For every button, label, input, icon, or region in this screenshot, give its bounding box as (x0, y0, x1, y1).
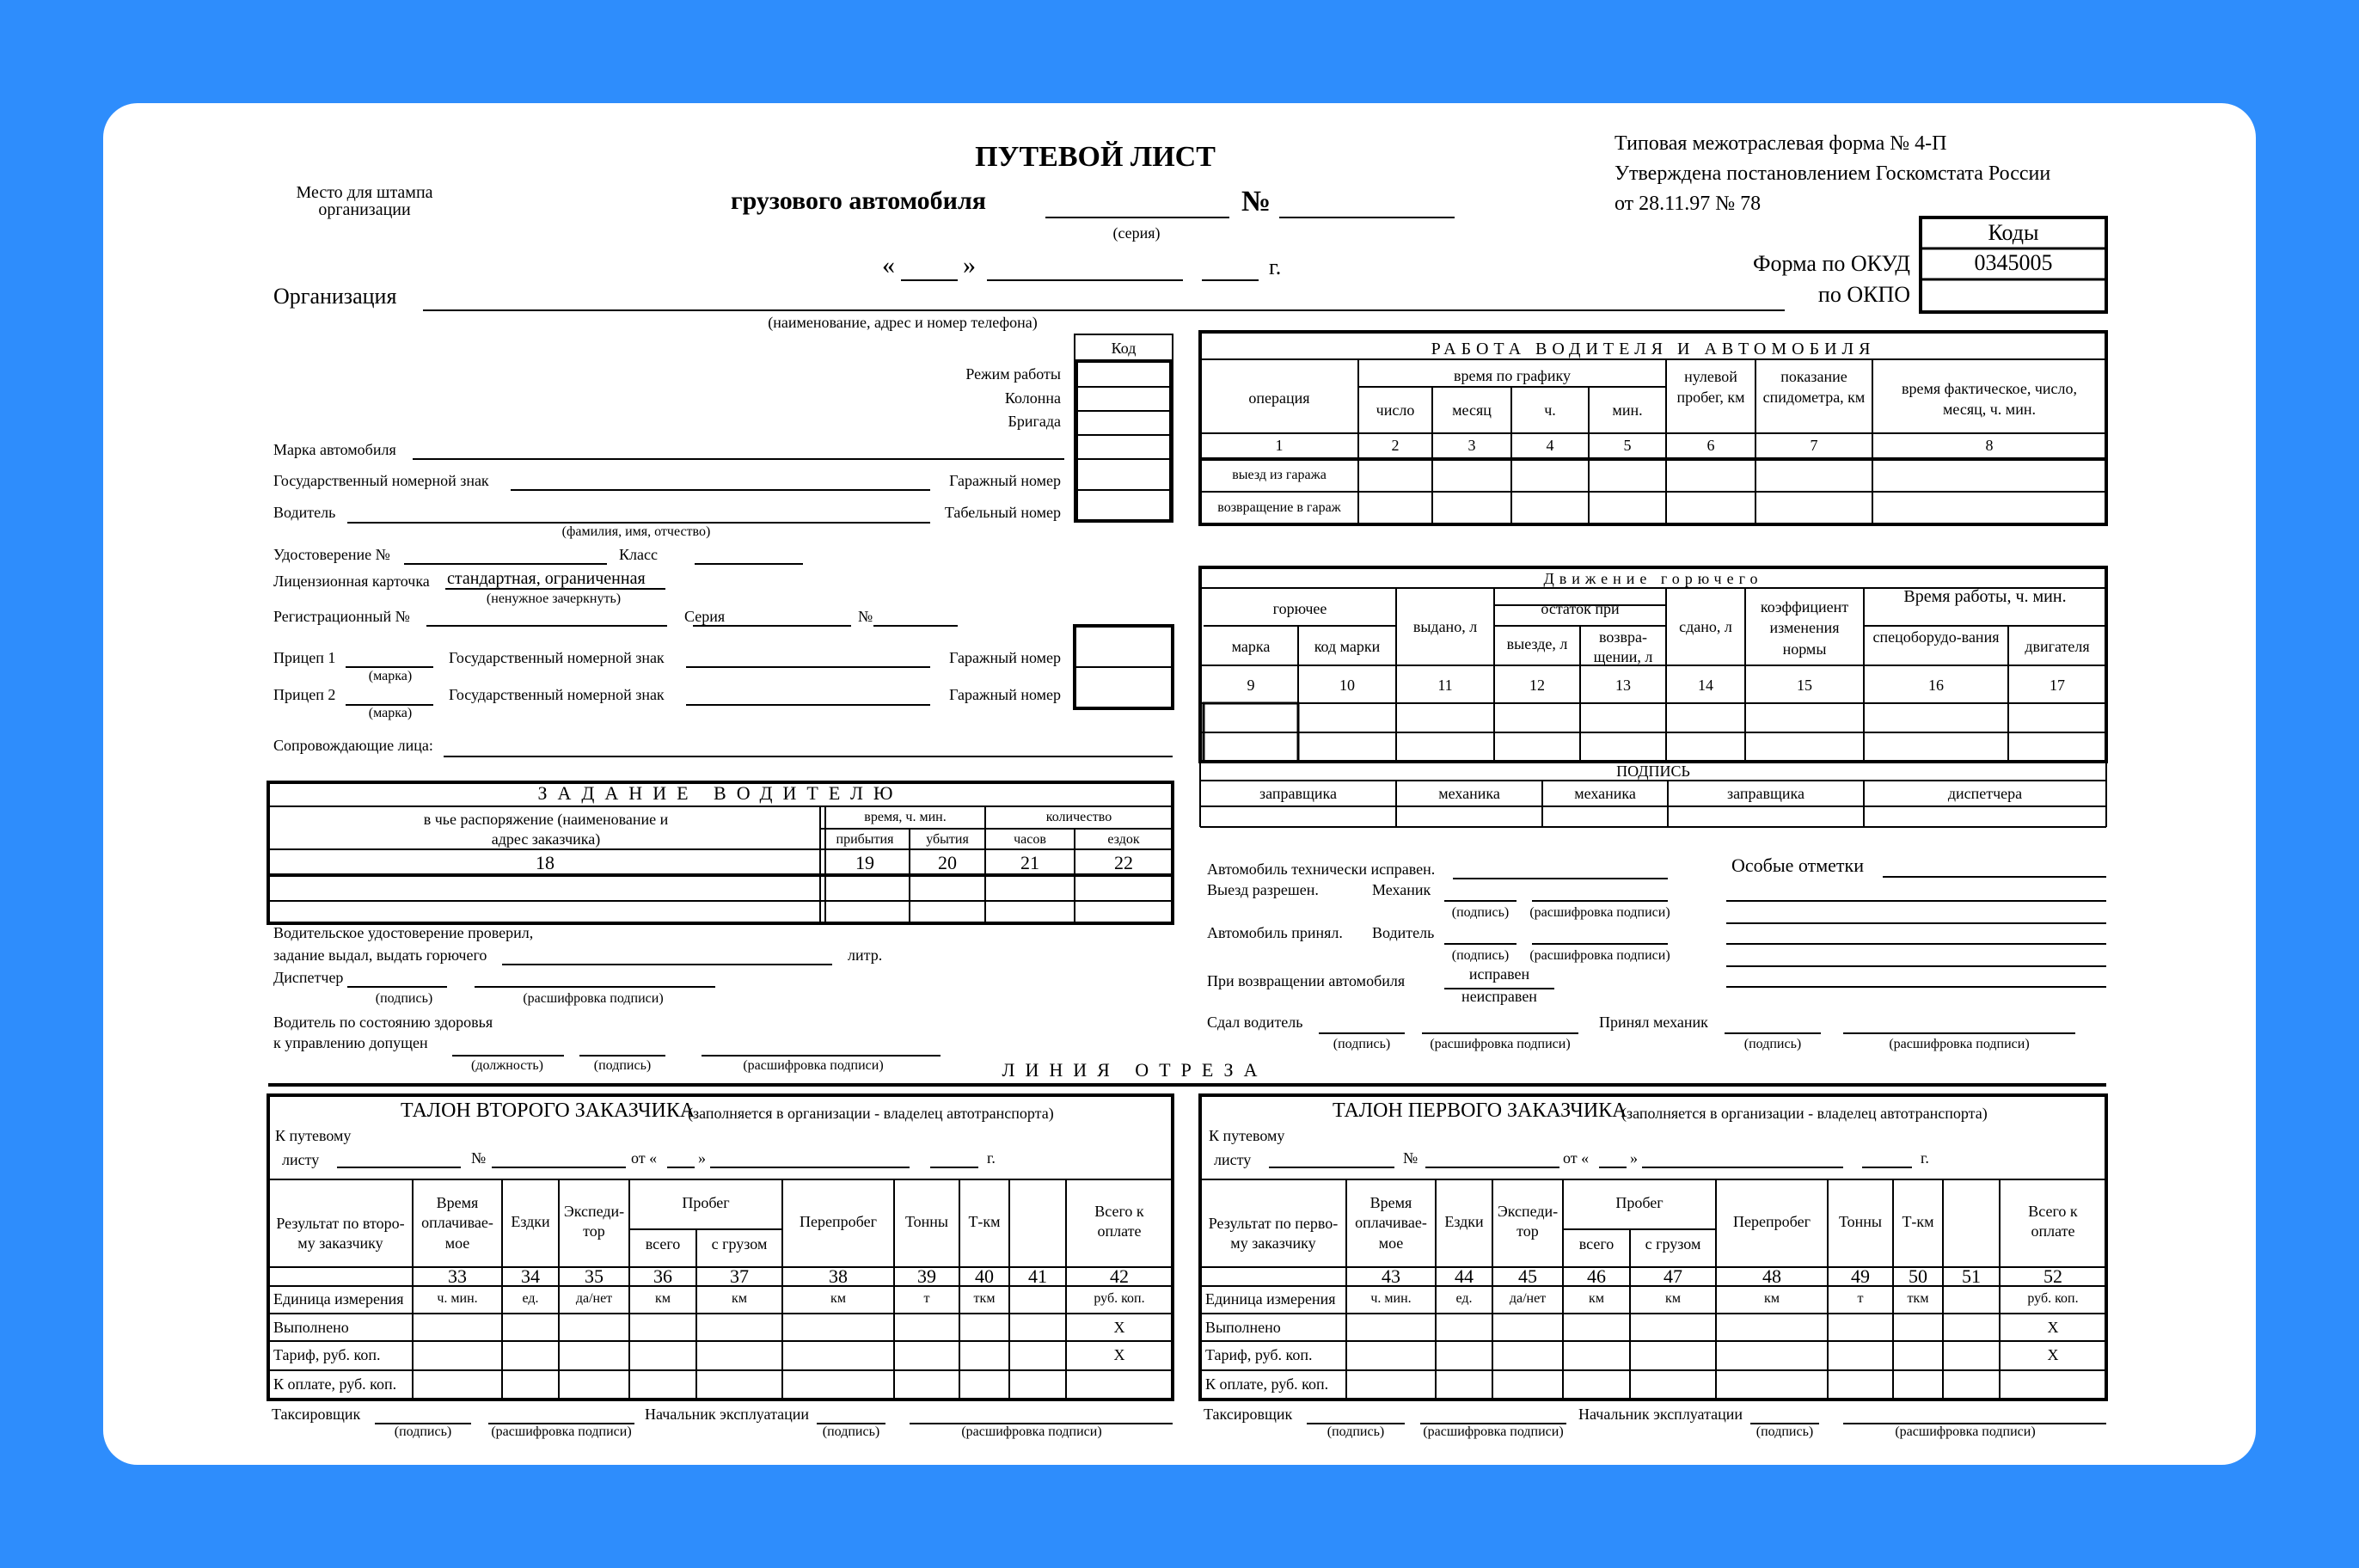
talon2-col-num: 35 (585, 1265, 604, 1287)
talon1-col-num: 48 (1762, 1265, 1781, 1287)
handed-sign-hint: (подпись) (1333, 1037, 1391, 1051)
at-departure-header: выезде, л (1506, 635, 1568, 652)
talon1-col-num: 44 (1455, 1265, 1474, 1287)
hours-header: часов (1014, 832, 1046, 847)
schedule-header: время по графику (1454, 367, 1571, 384)
talon1-col-num: 47 (1664, 1265, 1682, 1287)
garage-no-label: Гаражный номер (949, 472, 1061, 489)
talon1-title: ТАЛОН ПЕРВОГО ЗАКАЗЧИКА (1333, 1099, 1627, 1122)
regime-label: Режим работы (965, 365, 1061, 383)
return-row-label: возвращение в гараж (1217, 500, 1341, 515)
talon1-taxer-sign: (подпись) (1327, 1424, 1385, 1439)
talon1-unit: км (1665, 1291, 1681, 1306)
operation-header: операция (1248, 389, 1310, 407)
departure-row-label: выезд из гаража (1232, 468, 1327, 482)
column-label: Колонна (1004, 389, 1061, 407)
lic-card-hint: (ненужное зачеркнуть) (486, 591, 622, 606)
talon2-head-decode: (расшифровка подписи) (961, 1424, 1102, 1439)
qty-header: количество (1045, 810, 1112, 824)
accepted-mech-decode-hint: (расшифровка подписи) (1889, 1037, 2030, 1051)
date-open-quote: « (882, 251, 895, 279)
talon1-unit: км (1764, 1291, 1780, 1306)
talon1-total-header: всего (1578, 1235, 1615, 1253)
trailer1-label: Прицеп 1 (273, 649, 336, 666)
talon2-unit: км (830, 1291, 846, 1306)
on-return-label: При возвращении автомобиля (1207, 972, 1406, 989)
accepted-label: Автомобиль принял. (1207, 924, 1343, 941)
day-header: число (1376, 401, 1415, 419)
talon2-title: ТАЛОН ВТОРОГО ЗАКАЗЧИКА (401, 1099, 695, 1122)
talon2-head-sign: (подпись) (822, 1424, 880, 1439)
okud-value: 0345005 (1974, 250, 2053, 275)
talon2-close-quote: » (698, 1149, 706, 1167)
issued-label: задание выдал, выдать горючего (273, 946, 487, 964)
talon2-unit: руб. коп. (1094, 1291, 1145, 1306)
task-col-num: 19 (855, 852, 874, 873)
talon2-year: г. (987, 1149, 996, 1167)
talon1-head-sign: (подпись) (1755, 1424, 1814, 1439)
talon2-over-header: Перепробег (800, 1213, 877, 1230)
date-close-quote: » (963, 251, 976, 279)
talon1-to-list-2: листу (1214, 1151, 1252, 1168)
okpo-label: по ОКПО (1817, 282, 1910, 307)
talon2-pay-header: Всего к оплате (1094, 1203, 1144, 1240)
fuel-col-num: 10 (1339, 677, 1355, 694)
mechanic-label: Механик (1372, 881, 1431, 898)
work-col-num: 3 (1467, 437, 1476, 454)
talon2-loaded-header: с грузом (711, 1235, 768, 1253)
talon2-tariff-x: X (1113, 1346, 1125, 1363)
work-col-num: 6 (1706, 437, 1715, 454)
talon2-taxer-label: Таксировщик (272, 1406, 361, 1423)
talon1-taxer-label: Таксировщик (1204, 1406, 1293, 1423)
trailer1-mark-hint: (марка) (368, 669, 413, 683)
health-label-2: к управлению допущен (273, 1034, 428, 1051)
handed-header: сдано, л (1679, 618, 1732, 635)
talon1-subtitle: (заполняется в организации - владелец автотранспорта) (1621, 1105, 1988, 1122)
talon1-over-header: Перепробег (1733, 1213, 1811, 1230)
talon2-head-label: Начальник эксплуатации (645, 1406, 810, 1423)
work-col-num: 1 (1275, 437, 1284, 454)
series-label: Серия (684, 608, 726, 625)
talon2-done-x: X (1113, 1319, 1125, 1336)
talon1-tariff-label: Тариф, руб. коп. (1205, 1346, 1313, 1363)
talon2-tkm-header: Т-км (968, 1213, 1001, 1230)
talon2-subtitle: (заполняется в организации - владелец автотранспорта) (688, 1105, 1054, 1122)
sig-mechanic: механика (1438, 785, 1500, 802)
talon2-result-header: Результат по второ-му заказчику (276, 1215, 405, 1253)
special-equip-header: спецоборудо-вания (1872, 628, 2000, 646)
driver-label: Водитель (273, 504, 336, 521)
fuel-header: горючее (1272, 600, 1327, 617)
talon1-unit: км (1589, 1291, 1604, 1306)
talon2-time-header: Время оплачивае-мое (421, 1194, 493, 1252)
work-col-num: 7 (1810, 437, 1818, 454)
talon2-to-list-1: К путевому (275, 1127, 352, 1144)
talon2-col-num: 37 (730, 1265, 749, 1287)
driver-decode-hint: (расшифровка подписи) (1529, 948, 1670, 963)
talon1-unit: ч. мин. (1370, 1291, 1412, 1306)
issued-header: выдано, л (1412, 618, 1478, 635)
talon1-to-pay-label: К оплате, руб. коп. (1205, 1375, 1329, 1393)
dispatcher-label: Диспетчер (273, 969, 344, 986)
talon1-num-label: № (1403, 1149, 1418, 1167)
task-title: ЗАДАНИЕ ВОДИТЕЛЮ (537, 782, 904, 804)
form-subtitle: грузового автомобиля (731, 187, 987, 215)
talon2-tons-header: Тонны (904, 1213, 949, 1230)
exit-ok-label: Выезд разрешен. (1207, 881, 1319, 898)
trailer2-label: Прицеп 2 (273, 686, 336, 703)
talon1-col-num: 43 (1382, 1265, 1400, 1287)
talon2-unit-row-label: Единица измерения (273, 1290, 404, 1308)
talon1-taxer-decode: (расшифровка подписи) (1423, 1424, 1564, 1439)
talon1-unit: руб. коп. (2027, 1291, 2079, 1306)
talon2-col-num: 41 (1028, 1265, 1047, 1287)
talon2-taxer-sign: (подпись) (394, 1424, 452, 1439)
dispatcher-decode-hint: (расшифровка подписи) (523, 991, 664, 1006)
talon1-run-header: Пробег (1615, 1194, 1664, 1211)
lic-card-label: Лицензионная карточка (273, 573, 430, 590)
code-header: код марки (1314, 638, 1381, 655)
special-marks-label: Особые отметки (1731, 854, 1864, 876)
talon2-col-num: 38 (829, 1265, 848, 1287)
series-hint: (серия) (1112, 224, 1161, 242)
fuel-col-num: 12 (1529, 677, 1545, 694)
talon1-tariff-x: X (2047, 1346, 2059, 1363)
fuel-col-num: 9 (1247, 677, 1255, 694)
talon2-unit: ед. (522, 1291, 539, 1306)
lic-card-value: стандартная, ограниченная (447, 569, 646, 588)
work-col-num: 4 (1546, 437, 1554, 454)
fuel-col-num: 11 (1437, 677, 1453, 694)
talon2-col-num: 39 (917, 1265, 936, 1287)
signature-header: ПОДПИСЬ (1616, 763, 1690, 780)
zero-run-header: нулевой пробег, км (1676, 368, 1745, 407)
liters-label: литр. (848, 946, 883, 964)
mark-header: марка (1231, 638, 1271, 655)
talon1-close-quote: » (1630, 1149, 1638, 1167)
okud-label: Форма по ОКУД (1753, 251, 1910, 276)
approved-date: от 28.11.97 № 78 (1615, 193, 1762, 215)
worktime-header: Время работы, ч. мин. (1903, 587, 2067, 606)
talon2-trips-header: Ездки (511, 1213, 550, 1230)
coef-header: коэффициент изменения нормы (1760, 598, 1849, 658)
task-col-num: 18 (536, 852, 555, 873)
trailer2-plate-label: Государственный номерной знак (449, 686, 665, 703)
work-col-num: 5 (1623, 437, 1632, 454)
talon1-head-decode: (расшифровка подписи) (1895, 1424, 2036, 1439)
driver-hint: (фамилия, имя, отчество) (561, 524, 711, 539)
talon2-unit: ч. мин. (437, 1291, 478, 1306)
handed-label: Сдал водитель (1207, 1014, 1303, 1031)
at-return-header: возвра-щении, л (1593, 628, 1653, 666)
trailer2-garage-label: Гаражный номер (949, 686, 1061, 703)
talon1-to-list-1: К путевому (1209, 1127, 1285, 1144)
org-hint: (наименование, адрес и номер телефона) (768, 314, 1038, 331)
form-title: ПУТЕВОЙ ЛИСТ (975, 141, 1216, 173)
remaining-header: остаток при (1541, 600, 1620, 617)
talon2-col-num: 36 (653, 1265, 672, 1287)
health-decode-hint: (расшифровка подписи) (743, 1058, 884, 1073)
accepted-mech-label: Принял механик (1599, 1014, 1708, 1031)
driver-sign-label: Водитель (1372, 924, 1435, 941)
talon1-loaded-header: с грузом (1645, 1235, 1701, 1253)
sig-refueler: заправщика (1259, 785, 1337, 802)
talon2-forward-header: Экспеди-тор (563, 1203, 625, 1240)
talon2-col-num: 42 (1110, 1265, 1129, 1287)
driver-sign-hint: (подпись) (1451, 948, 1510, 963)
tech-ok-label: Автомобиль технически исправен. (1207, 861, 1436, 878)
year-suffix: г. (1269, 254, 1282, 279)
tab-no-label: Табельный номер (944, 504, 1061, 521)
org-label: Организация (273, 284, 397, 309)
num-label: № (858, 608, 873, 625)
number-sign: № (1241, 186, 1271, 217)
talon1-done-x: X (2047, 1319, 2059, 1336)
health-sign-hint: (подпись) (593, 1058, 652, 1073)
talon2-col-num: 34 (521, 1265, 540, 1287)
brigade-label: Бригада (1008, 413, 1061, 430)
sig-dispatcher: диспетчера (1947, 785, 2023, 802)
not-ok-option: неисправен (1461, 988, 1537, 1005)
talon1-pay-header: Всего к оплате (2028, 1203, 2078, 1240)
talon1-col-num: 49 (1851, 1265, 1870, 1287)
talon1-forward-header: Экспеди-тор (1497, 1203, 1559, 1240)
trailer1-garage-label: Гаражный номер (949, 649, 1061, 666)
talon1-col-num: 52 (2043, 1265, 2062, 1287)
ok-option: исправен (1468, 965, 1530, 983)
accompany-label: Сопровождающие лица: (273, 737, 433, 754)
sig-mechanic-2: механика (1574, 785, 1636, 802)
task-col-num: 22 (1114, 852, 1133, 873)
license-label: Удостоверение № (273, 546, 390, 563)
brand-label: Марка автомобиля (273, 441, 396, 458)
cut-line-label: ЛИНИЯ ОТРЕЗА (1002, 1059, 1268, 1081)
talon1-col-num: 51 (1962, 1265, 1981, 1287)
mechanic-sign-hint: (подпись) (1451, 905, 1510, 920)
talon1-from-label: от « (1563, 1149, 1590, 1167)
fuel-col-num: 17 (2050, 677, 2065, 694)
talon1-unit: да/нет (1509, 1291, 1547, 1306)
stamp-place-label: Место для штампа организации (296, 183, 433, 219)
talon2-unit: км (732, 1291, 747, 1306)
departure-time-header: убытия (926, 832, 969, 847)
dispatcher-sign-hint: (подпись) (375, 991, 433, 1006)
talon1-col-num: 46 (1587, 1265, 1606, 1287)
talon1-tons-header: Тонны (1838, 1213, 1883, 1230)
handed-decode-hint: (расшифровка подписи) (1430, 1037, 1571, 1051)
class-label: Класс (619, 546, 658, 563)
talon2-col-num: 33 (448, 1265, 467, 1287)
odometer-header: показание спидометра, км (1762, 368, 1866, 407)
kod-label: Код (1111, 340, 1137, 357)
talon2-col-num: 40 (975, 1265, 994, 1287)
fuel-title: Движение горючего (1543, 570, 1763, 587)
talon2-run-header: Пробег (682, 1194, 730, 1211)
actual-header: время фактическое, число, месяц, ч. мин. (1902, 380, 2077, 419)
talon1-unit: т (1857, 1291, 1864, 1306)
reg-no-label: Регистрационный № (273, 608, 410, 625)
talon2-tariff-label: Тариф, руб. коп. (273, 1346, 381, 1363)
fuel-col-num: 15 (1797, 677, 1812, 694)
min-header: мин. (1612, 401, 1643, 419)
talon1-tkm-header: Т-км (1902, 1213, 1934, 1230)
health-label-1: Водитель по состоянию здоровья (273, 1014, 493, 1031)
talon1-col-num: 50 (1909, 1265, 1927, 1287)
talon1-time-header: Время оплачивае-мое (1355, 1194, 1427, 1252)
task-col-num: 21 (1020, 852, 1039, 873)
talon2-unit: т (923, 1291, 930, 1306)
talon2-unit: ткм (973, 1291, 996, 1306)
talon1-done-label: Выполнено (1205, 1319, 1281, 1336)
position-hint: (должность) (471, 1058, 543, 1073)
talon2-unit: км (655, 1291, 671, 1306)
plate-label: Государственный номерной знак (273, 472, 489, 489)
time-header: время, ч. мин. (864, 810, 947, 824)
talon2-done-label: Выполнено (273, 1319, 349, 1336)
mechanic-decode-hint: (расшифровка подписи) (1529, 905, 1670, 920)
arrival-header: прибытия (836, 832, 894, 847)
sig-refueler-2: заправщика (1727, 785, 1804, 802)
talon1-unit-row-label: Единица измерения (1205, 1290, 1336, 1308)
talon2-from-label: от « (631, 1149, 658, 1167)
talon1-unit: ед. (1455, 1291, 1473, 1306)
codes-label: Коды (1988, 220, 2039, 245)
task-col-num: 20 (938, 852, 957, 873)
trailer2-mark-hint: (марка) (368, 706, 413, 720)
approved-text: Утверждена постановлением Госкомстата России (1615, 162, 2051, 185)
fuel-col-num: 16 (1928, 677, 1944, 694)
fuel-col-num: 14 (1698, 677, 1713, 694)
checked-label: Водительское удостоверение проверил, (273, 924, 534, 941)
work-title: РАБОТА ВОДИТЕЛЯ И АВТОМОБИЛЯ (1431, 340, 1876, 358)
engine-header: двигателя (2025, 638, 2090, 655)
talon2-to-pay-label: К оплате, руб. коп. (273, 1375, 397, 1393)
talon1-result-header: Результат по перво-му заказчику (1208, 1215, 1339, 1253)
fuel-col-num: 13 (1615, 677, 1631, 694)
talon1-head-label: Начальник эксплуатации (1578, 1406, 1743, 1423)
trailer1-plate-label: Государственный номерной знак (449, 649, 665, 666)
talon2-to-list-2: листу (282, 1151, 320, 1168)
work-col-num: 2 (1391, 437, 1400, 454)
month-header: месяц (1452, 401, 1492, 419)
form-type: Типовая межотраслевая форма № 4-П (1615, 132, 1947, 155)
talon2-unit: да/нет (575, 1291, 613, 1306)
accepted-mech-sign-hint: (подпись) (1743, 1037, 1802, 1051)
customer-header: в чье распоряжение (наименование и адрес заказчика) (423, 811, 669, 848)
talon2-taxer-decode: (расшифровка подписи) (491, 1424, 632, 1439)
talon1-unit: ткм (1907, 1291, 1929, 1306)
talon1-trips-header: Ездки (1444, 1213, 1484, 1230)
talon1-year: г. (1921, 1149, 1929, 1167)
talon1-col-num: 45 (1518, 1265, 1537, 1287)
talon2-num-label: № (471, 1149, 487, 1167)
trips-header: ездок (1107, 832, 1140, 847)
talon2-total-header: всего (645, 1235, 681, 1253)
work-col-num: 8 (1985, 437, 1994, 454)
hour-header: ч. (1544, 401, 1556, 419)
